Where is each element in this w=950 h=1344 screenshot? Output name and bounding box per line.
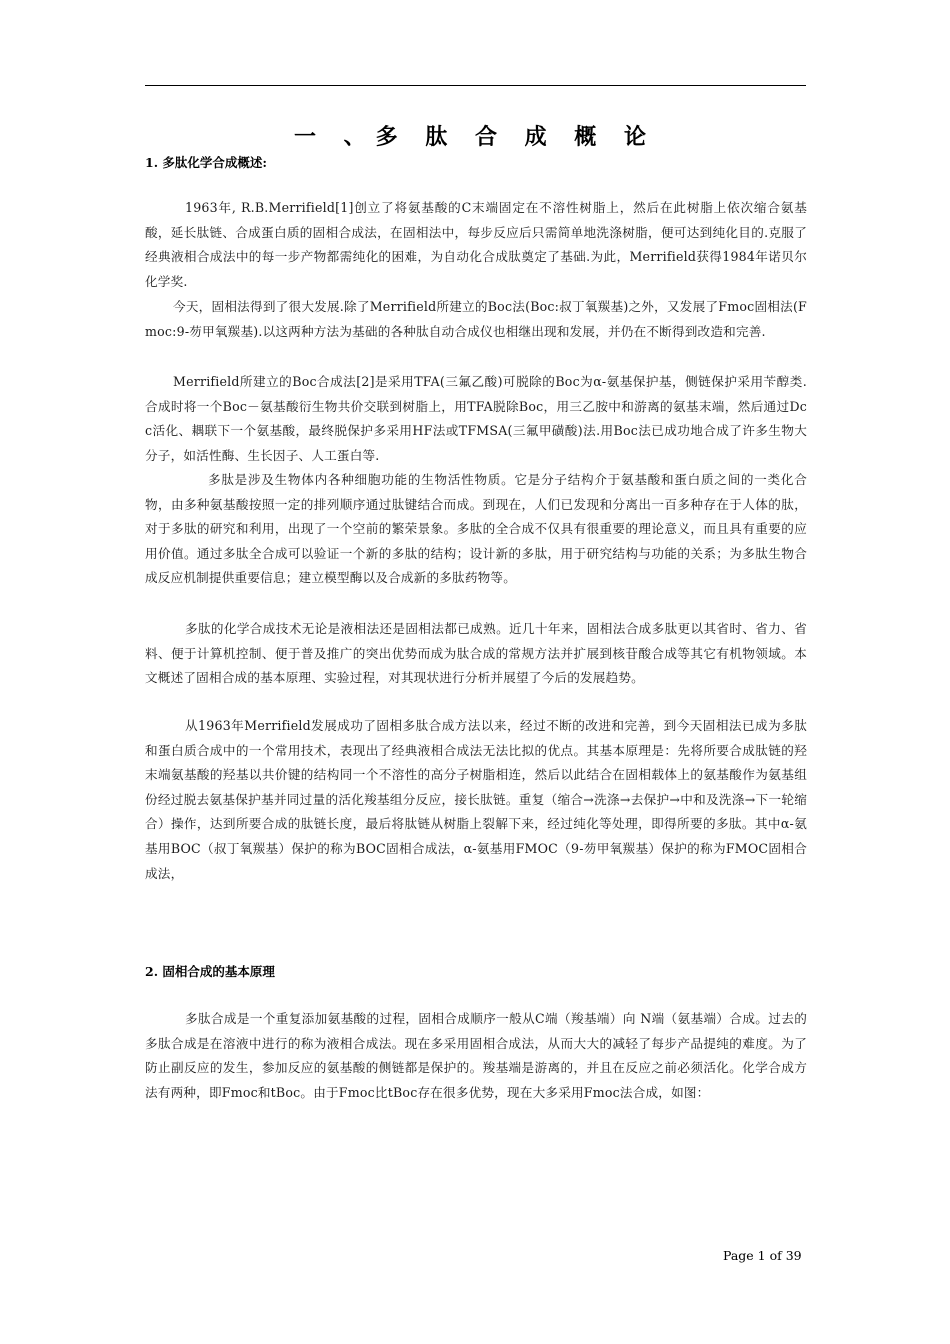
paragraph-peptide-overview: 多肽是涉及生物体内各种细胞功能的生物活性物质。它是分子结构介于氨基酸和蛋白质之间的一类化合物，由多种氨基酸按照一定的排列顺序通过肽键结合而成。到现在，人们已发现和分离出一百多种存在于人体的肽，对于多肽的研究和利用，出现了一个空前的繁荣景象。多肽的全合成不仅具有很重要的理论意义，而且具有重要的应用价值。通过多肽全合成可以验证一个新的多肽的结构；设计新的多肽，用于研究结构与功能的关系；为多肽生物合成反应机制提供重要信息；建立模型酶以及合成新的多肽药物等。 [145,472,807,586]
paragraph-chemical-synthesis: 多肽的化学合成技术无论是液相法还是固相法都已成熟。近几十年来，固相法合成多肽更以其省时、省力、省料、便于计算机控制、便于普及推广的突出优势而成为肽合成的常规方法并扩展到核苷酸合成等其它有机物领域。本文概述了固相合成的基本原理、实验过程，对其现状进行分析并展望了今后的发展趋势。 [145,621,807,686]
paragraph-merrifield-history: 1963年, R.B.Merrifield[1]创立了将氨基酸的C末端固定在不溶性树脂上，然后在此树脂上依次缩合氨基酸，延长肽链、合成蛋白质的固相合成法，在固相法中，每步反应后只需简单地洗涤树脂，便可达到纯化目的.克服了经典液相合成法中的每一步产物都需纯化的困难，为自动化合成肽奠定了基础.为此，Merrifield获得1984年诺贝尔化学奖. [145,200,807,289]
document-title: 一 、多 肽 合 成 概 论 [294,124,656,150]
page-number: Page 1 of 39 [723,1248,802,1263]
paragraph-solid-phase-development: 今天，固相法得到了很大发展.除了Merrifield所建立的Boc法(Boc:叔丁氧羰基)之外，又发展了Fmoc固相法(Fmoc:9-芴甲氧羰基).以这两种方法为基础的各种肽自动合成仪也相继出现和发展，并仍在不断得到改造和完善. [145,299,807,339]
paragraph-basic-principle: 从1963年Merrifield发展成功了固相多肽合成方法以来，经过不断的改进和完善，到今天固相法已成为多肽和蛋白质合成中的一个常用技术，表现出了经典液相合成法无法比拟的优点。其基本原理是：先将所要合成肽链的羟末端氨基酸的羟基以共价键的结构同一个不溶性的高分子树脂相连，然后以此结合在固相载体上的氨基酸作为氨基组份经过脱去氨基保护基并同过量的活化羧基组分反应，接长肽链。重复（缩合→洗涤→去保护→中和及洗涤→下一轮缩合）操作，达到所要合成的肽链长度，最后将肽链从树脂上裂解下来，经过纯化等处理，即得所要的多肽。其中α-氨基用BOC（叔丁氧羰基）保护的称为BOC固相合成法，α-氨基用FMOC（9-芴甲氧羰基）保护的称为FMOC固相合成法， [145,718,807,881]
section-2-heading: 2. 固相合成的基本原理 [145,964,275,979]
paragraph-synthesis-process: 多肽合成是一个重复添加氨基酸的过程，固相合成顺序一般从C端（羧基端）向 N端（氨基端）合成。过去的多肽合成是在溶液中进行的称为液相合成法。现在多采用固相合成法，从而大大的减轻了每步产品提纯的难度。为了防止副反应的发生，参加反应的氨基酸的侧链都是保护的。羧基端是游离的，并且在反应之前必须活化。化学合成方法有两种，即Fmoc和tBoc。由于Fmoc比tBoc存在很多优势，现在大多采用Fmoc法合成，如图： [145,1011,807,1100]
header-rule [145,85,806,86]
section-1-heading: 1. 多肽化学合成概述: [145,155,268,170]
paragraph-boc-method: Merrifield所建立的Boc合成法[2]是采用TFA(三氟乙酸)可脱除的Boc为α-氨基保护基，侧链保护采用苄醇类.合成时将一个Boc－氨基酸衍生物共价交联到树脂上，用TFA脱除Boc，用三乙胺中和游离的氨基末端，然后通过Dcc活化、耦联下一个氨基酸，最终脱保护多采用HF法或TFMSA(三氟甲磺酸)法.用Boc法已成功地合成了许多生物大分子，如活性酶、生长因子、人工蛋白等. [145,374,807,463]
